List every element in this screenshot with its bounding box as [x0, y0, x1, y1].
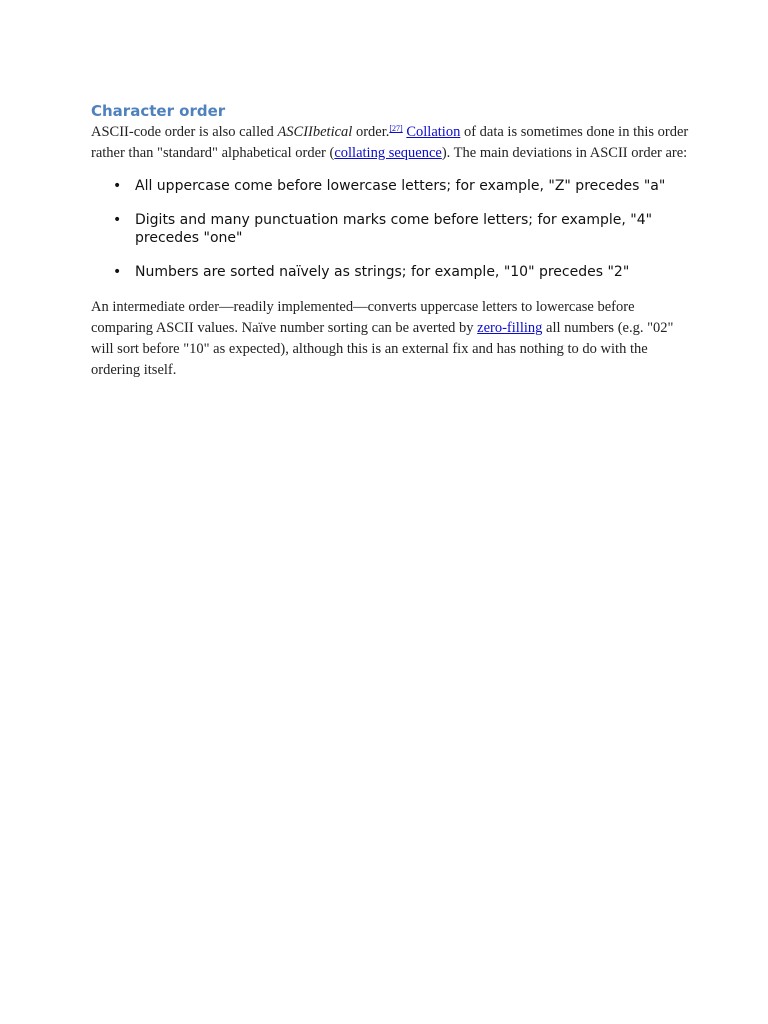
reference-link[interactable]: [27] — [389, 124, 403, 133]
list-item — [91, 177, 691, 195]
bullet-marker: • — [113, 264, 122, 280]
list-item-text: Digits and many punctuation marks come before letters; for example, "4" precedes "one" — [135, 212, 653, 246]
collating-sequence-link[interactable]: collating sequence — [334, 145, 442, 161]
intro-paragraph — [91, 122, 691, 164]
bullet-marker: • — [113, 212, 122, 228]
intro-text-2: order. — [352, 124, 390, 140]
list-item — [91, 211, 691, 247]
bullet-marker: • — [113, 178, 122, 194]
intro-text-4: of data is sometimes done in this order rather than "standard" alphabetical order ( — [91, 124, 689, 161]
reference-superscript — [389, 124, 402, 133]
collation-link[interactable]: Collation — [406, 124, 461, 140]
outro-paragraph — [91, 297, 691, 381]
outro-text-2: all numbers (e.g. "02" will sort before "10" as expected), although this is an external fix and has nothing to do with the ordering itself. — [91, 320, 674, 378]
deviations-list — [91, 177, 691, 281]
list-item — [91, 263, 691, 281]
section-heading: Character order — [91, 102, 226, 120]
intro-text-1: ASCII-code order is also called — [91, 124, 278, 140]
zero-filling-link[interactable]: zero-filling — [477, 320, 543, 336]
intro-text-5: ). The main deviations in ASCII order are: — [441, 145, 688, 161]
document-page — [91, 100, 691, 381]
list-item-text: All uppercase come before lowercase letters; for example, "Z" precedes "a" — [135, 178, 666, 194]
asciibetical-term: ASCIIbetical — [277, 124, 353, 140]
list-item-text: Numbers are sorted naïvely as strings; for example, "10" precedes "2" — [135, 264, 630, 280]
outro-text-1: An intermediate order—readily implemented—converts uppercase letters to lowercase before comparing ASCII values. Naïve number sorting can be averted by — [91, 299, 635, 336]
